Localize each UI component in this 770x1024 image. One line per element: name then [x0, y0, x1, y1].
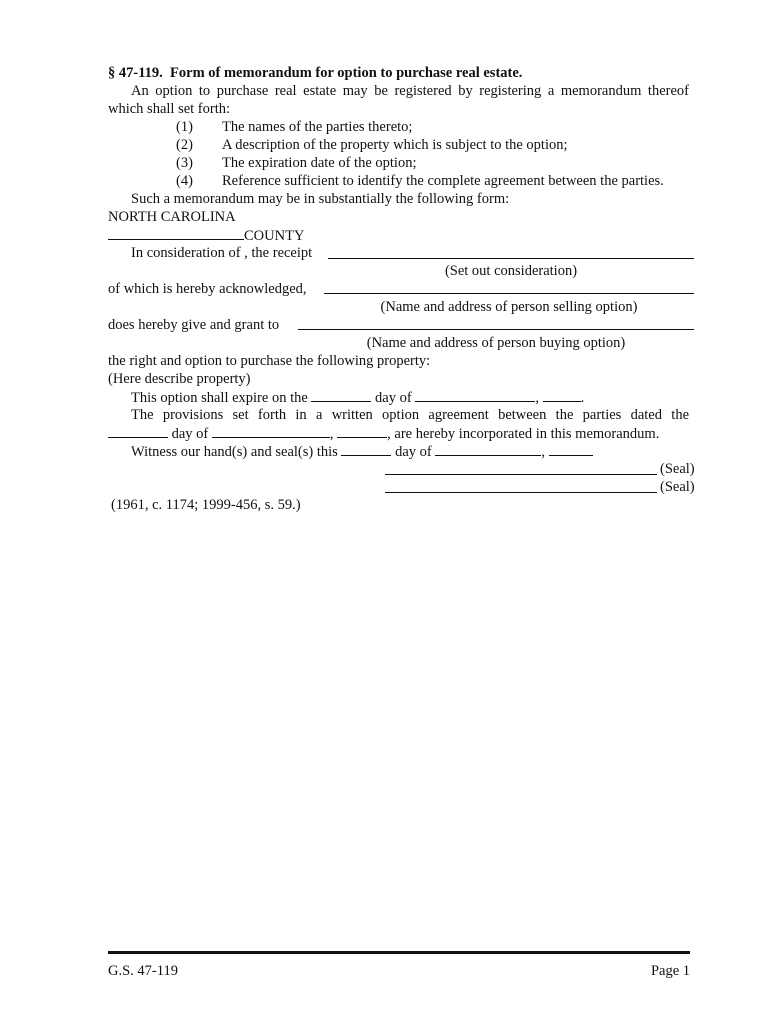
item-text: The names of the parties thereto; [222, 119, 413, 135]
form-intro: Such a memorandum may be in substantially the following form: [131, 191, 510, 207]
describe-label: (Here describe property) [108, 371, 251, 387]
witness-year-blank[interactable] [549, 442, 593, 456]
item-text: The expiration date of the option; [222, 155, 417, 171]
item-number: (2) [176, 137, 193, 153]
seller-blank[interactable] [324, 280, 694, 294]
expire-period: . [580, 390, 585, 406]
intro-line-1: An option to purchase real estate may be registered by registering a memorandum thereof [131, 83, 689, 99]
county-label: COUNTY [244, 228, 305, 244]
footer-rule [108, 951, 690, 954]
section-title: § 47-119. Form of memorandum for option to purchase real estate. [108, 65, 523, 81]
buyer-caption: (Name and address of person buying option) [366, 335, 626, 351]
seal-label: (Seal) [660, 479, 695, 495]
expire-line [131, 388, 584, 407]
seller-caption: (Name and address of person selling option) [380, 299, 638, 315]
county-line [108, 226, 304, 245]
provisions-text: , are hereby incorporated in this memorandum. [387, 426, 660, 442]
witness-text: Witness our hand(s) and seal(s) this [131, 444, 338, 460]
provisions-month-blank[interactable] [212, 424, 330, 438]
consideration-blank[interactable] [328, 245, 694, 259]
right-label: the right and option to purchase the following property: [108, 353, 431, 369]
footer-page-number: Page 1 [650, 963, 690, 979]
expire-year-blank[interactable] [543, 388, 581, 402]
acknowledged-label: of which is hereby acknowledged, [108, 281, 307, 297]
grant-label: does hereby give and grant to [108, 317, 280, 333]
signature-blank[interactable] [385, 479, 657, 493]
provisions-day-blank[interactable] [108, 424, 168, 438]
expire-day-blank[interactable] [311, 388, 371, 402]
item-number: (1) [176, 119, 193, 135]
witness-month-blank[interactable] [435, 442, 541, 456]
witness-day-of: day of [395, 444, 432, 460]
expire-day-of: day of [375, 390, 412, 406]
footer-statute: G.S. 47-119 [108, 963, 178, 979]
county-blank[interactable] [108, 226, 244, 240]
consideration-label: In consideration of , the receipt [131, 245, 313, 261]
expire-text: This option shall expire on the [131, 390, 308, 406]
seal-label: (Seal) [660, 461, 695, 477]
provisions-line-1: The provisions set forth in a written option agreement between the parties dated the [131, 407, 689, 423]
item-text: Reference sufficient to identify the complete agreement between the parties. [222, 173, 664, 189]
consideration-caption: (Set out consideration) [444, 263, 578, 279]
provisions-comma: , [329, 426, 334, 442]
provisions-line-2 [108, 424, 659, 443]
signature-blank[interactable] [385, 461, 657, 475]
witness-line [131, 442, 593, 461]
item-text: A description of the property which is subject to the option; [222, 137, 568, 153]
provisions-day-of: day of [171, 426, 209, 442]
expire-month-blank[interactable] [415, 388, 535, 402]
provisions-year-blank[interactable] [337, 424, 387, 438]
buyer-blank[interactable] [298, 316, 694, 330]
history-note: (1961, c. 1174; 1999-456, s. 59.) [111, 497, 301, 513]
witness-comma: , [541, 444, 545, 460]
witness-day-blank[interactable] [341, 442, 391, 456]
state-heading: NORTH CAROLINA [108, 209, 236, 225]
intro-line-2: which shall set forth: [108, 101, 231, 117]
expire-comma: , [535, 390, 539, 406]
item-number: (4) [176, 173, 193, 189]
item-number: (3) [176, 155, 193, 171]
